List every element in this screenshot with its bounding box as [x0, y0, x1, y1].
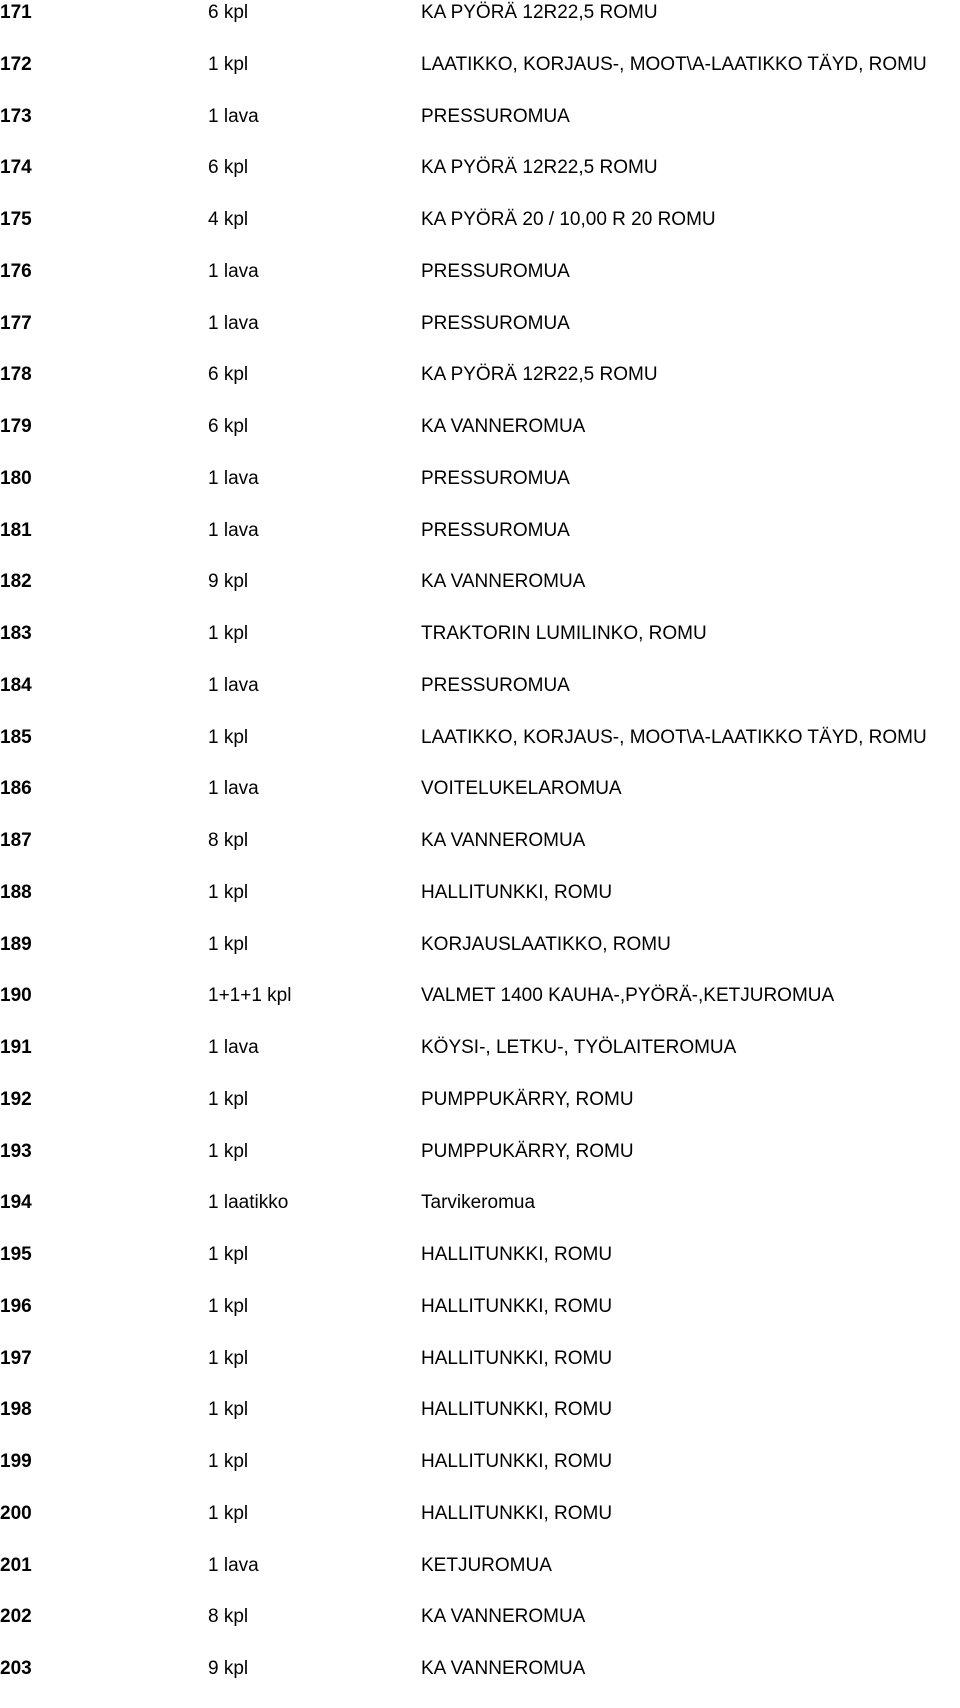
- item-description: HALLITUNKKI, ROMU: [421, 1451, 613, 1472]
- list-item: [0, 1553, 960, 1605]
- item-quantity: 9 kpl: [208, 571, 249, 593]
- item-quantity: 4 kpl: [208, 209, 249, 230]
- list-item: [0, 569, 960, 621]
- item-description: PUMPPUKÄRRY, ROMU: [421, 1088, 634, 1110]
- item-number: 183: [0, 623, 32, 644]
- list-item: [0, 1087, 960, 1139]
- item-description: HALLITUNKKI, ROMU: [421, 1347, 613, 1369]
- item-description: LAATIKKO, KORJAUS-, MOOT\A-LAATIKKO TÄYD, ROMU: [421, 53, 927, 75]
- item-quantity: 1 kpl: [208, 1295, 249, 1317]
- item-number: 176: [0, 260, 32, 282]
- item-description: HALLITUNKKI, ROMU: [421, 881, 613, 903]
- item-number: 173: [0, 105, 32, 127]
- item-number: 187: [0, 830, 32, 851]
- list-item: [0, 311, 960, 363]
- list-item: [0, 1294, 960, 1346]
- list-item: [0, 621, 960, 673]
- list-item: [0, 1449, 960, 1501]
- item-description: PRESSUROMUA: [421, 467, 570, 489]
- item-number: 198: [0, 1399, 32, 1421]
- item-quantity: 6 kpl: [208, 2, 249, 23]
- list-item: [0, 1035, 960, 1087]
- item-quantity: 1 kpl: [208, 1347, 249, 1369]
- list-item: [0, 52, 960, 104]
- list-item: [0, 983, 960, 1035]
- item-number: 172: [0, 53, 32, 75]
- item-number: 184: [0, 674, 32, 696]
- item-quantity: 1 lava: [208, 1554, 259, 1576]
- item-description: PRESSUROMUA: [421, 105, 570, 127]
- item-quantity: 6 kpl: [208, 416, 249, 437]
- list-item: [0, 932, 960, 984]
- item-quantity: 1+1+1 kpl: [208, 985, 292, 1007]
- item-description: KETJUROMUA: [421, 1554, 552, 1576]
- item-quantity: 1 kpl: [208, 1502, 249, 1524]
- list-item: [0, 828, 960, 880]
- item-quantity: 1 kpl: [208, 1399, 249, 1421]
- item-description: KORJAUSLAATIKKO, ROMU: [421, 933, 671, 955]
- item-description: HALLITUNKKI, ROMU: [421, 1244, 613, 1265]
- item-description: KÖYSI-, LETKU-, TYÖLAITEROMUA: [421, 1037, 737, 1058]
- item-quantity: 1 kpl: [208, 1088, 249, 1110]
- item-number: 191: [0, 1037, 32, 1058]
- list-item: [0, 518, 960, 570]
- list-item: [0, 1139, 960, 1191]
- item-description: TRAKTORIN LUMILINKO, ROMU: [421, 623, 707, 644]
- list-item: [0, 466, 960, 518]
- item-number: 178: [0, 364, 32, 386]
- list-item: [0, 1346, 960, 1398]
- list-item: [0, 0, 960, 52]
- item-quantity: 6 kpl: [208, 157, 249, 179]
- item-number: 174: [0, 157, 32, 179]
- item-quantity: 8 kpl: [208, 830, 249, 851]
- item-description: KA VANNEROMUA: [421, 1606, 586, 1628]
- list-item: [0, 104, 960, 156]
- item-quantity: 1 kpl: [208, 881, 249, 903]
- item-quantity: 1 lava: [208, 312, 259, 334]
- item-quantity: 8 kpl: [208, 1606, 249, 1628]
- item-number: 193: [0, 1140, 32, 1162]
- item-number: 181: [0, 519, 32, 541]
- item-description: PUMPPUKÄRRY, ROMU: [421, 1140, 634, 1162]
- item-quantity: 1 kpl: [208, 623, 249, 644]
- item-description: KA VANNEROMUA: [421, 416, 586, 437]
- item-number: 195: [0, 1244, 32, 1265]
- item-quantity: 1 kpl: [208, 726, 249, 748]
- item-quantity: 1 laatikko: [208, 1192, 289, 1214]
- list-item: [0, 1397, 960, 1449]
- item-quantity: 9 kpl: [208, 1658, 249, 1679]
- item-number: 203: [0, 1658, 32, 1679]
- item-description: PRESSUROMUA: [421, 519, 570, 541]
- item-description: KA VANNEROMUA: [421, 571, 586, 593]
- item-number: 182: [0, 571, 32, 593]
- item-number: 196: [0, 1295, 32, 1317]
- item-quantity: 1 kpl: [208, 1244, 249, 1265]
- list-item: [0, 1190, 960, 1242]
- item-description: Tarvikeromua: [421, 1192, 536, 1214]
- item-number: 185: [0, 726, 32, 748]
- list-item: [0, 362, 960, 414]
- item-quantity: 1 kpl: [208, 1451, 249, 1472]
- list-item: [0, 1501, 960, 1553]
- item-number: 186: [0, 778, 32, 800]
- item-number: 180: [0, 467, 32, 489]
- item-quantity: 1 lava: [208, 467, 259, 489]
- item-description: VALMET 1400 KAUHA-,PYÖRÄ-,KETJUROMUA: [421, 985, 835, 1007]
- list-item: [0, 776, 960, 828]
- item-quantity: 1 lava: [208, 519, 259, 541]
- item-number: 201: [0, 1554, 32, 1576]
- item-description: KA PYÖRÄ 12R22,5 ROMU: [421, 2, 658, 23]
- item-number: 192: [0, 1088, 32, 1110]
- item-quantity: 1 lava: [208, 674, 259, 696]
- item-quantity: 1 lava: [208, 778, 259, 800]
- item-number: 197: [0, 1347, 32, 1369]
- item-number: 190: [0, 985, 32, 1007]
- item-number: 202: [0, 1606, 32, 1628]
- item-description: KA PYÖRÄ 12R22,5 ROMU: [421, 157, 658, 179]
- item-quantity: 1 lava: [208, 1037, 259, 1058]
- list-item: [0, 155, 960, 207]
- item-number: 175: [0, 209, 32, 230]
- item-description: KA VANNEROMUA: [421, 830, 586, 851]
- list-item: [0, 673, 960, 725]
- item-number: 188: [0, 881, 32, 903]
- item-description: PRESSUROMUA: [421, 312, 570, 334]
- item-number: 199: [0, 1451, 32, 1472]
- list-item: [0, 207, 960, 259]
- list-item: [0, 880, 960, 932]
- item-number: 171: [0, 2, 32, 23]
- item-quantity: 1 lava: [208, 260, 259, 282]
- item-description: PRESSUROMUA: [421, 674, 570, 696]
- list-item: [0, 414, 960, 466]
- list-item: [0, 725, 960, 777]
- item-number: 177: [0, 312, 32, 334]
- item-quantity: 1 lava: [208, 105, 259, 127]
- item-quantity: 1 kpl: [208, 933, 249, 955]
- item-number: 179: [0, 416, 32, 437]
- list-item: [0, 1656, 960, 1708]
- item-description: LAATIKKO, KORJAUS-, MOOT\A-LAATIKKO TÄYD, ROMU: [421, 726, 927, 748]
- list-item: [0, 1604, 960, 1656]
- item-description: HALLITUNKKI, ROMU: [421, 1399, 613, 1421]
- item-description: HALLITUNKKI, ROMU: [421, 1502, 613, 1524]
- item-number: 194: [0, 1192, 32, 1214]
- item-quantity: 1 kpl: [208, 53, 249, 75]
- list-item: [0, 259, 960, 311]
- item-description: HALLITUNKKI, ROMU: [421, 1295, 613, 1317]
- item-quantity: 6 kpl: [208, 364, 249, 386]
- item-description: KA PYÖRÄ 20 / 10,00 R 20 ROMU: [421, 209, 716, 230]
- item-description: VOITELUKELAROMUA: [421, 778, 622, 800]
- item-description: KA VANNEROMUA: [421, 1658, 586, 1679]
- item-number: 200: [0, 1502, 32, 1524]
- list-item: [0, 1242, 960, 1294]
- item-description: PRESSUROMUA: [421, 260, 570, 282]
- item-number: 189: [0, 933, 32, 955]
- item-quantity: 1 kpl: [208, 1140, 249, 1162]
- item-description: KA PYÖRÄ 12R22,5 ROMU: [421, 364, 658, 386]
